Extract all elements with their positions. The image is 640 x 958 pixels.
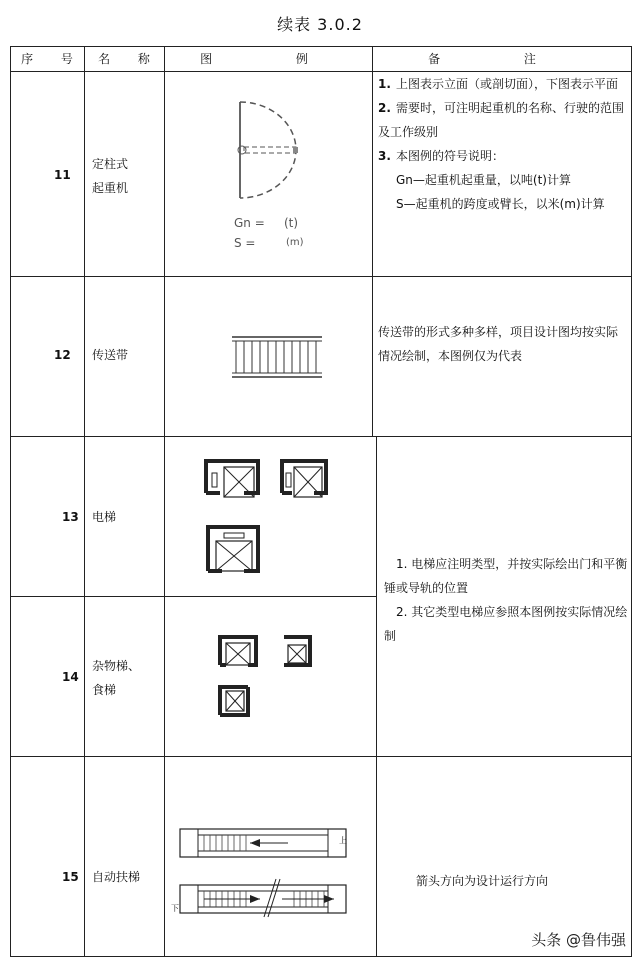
rule bbox=[10, 46, 632, 47]
note-item-number: 3. bbox=[378, 149, 391, 163]
row-name-line: 杂物梯、 bbox=[92, 659, 141, 673]
escalator-down-mark: 下 bbox=[171, 904, 179, 913]
gn-unit: (t) bbox=[284, 216, 299, 230]
watermark: 头条 @鲁伟强 bbox=[531, 931, 626, 949]
header-note: 备 注 bbox=[428, 52, 576, 66]
row-note: 传送带的形式多种多样，项目设计图均按实际情况绘制，本图例仅为代表 bbox=[378, 325, 619, 363]
rule bbox=[10, 956, 632, 957]
rule bbox=[372, 46, 373, 436]
dumbwaiter-graphic bbox=[164, 597, 376, 756]
row-number: 15 bbox=[62, 870, 79, 884]
row-note bbox=[378, 72, 628, 216]
row-number: 12 bbox=[54, 348, 71, 362]
header-legend: 图 例 bbox=[200, 52, 348, 66]
note-item-text: 上图表示立面（或剖切面），下图表示平面 bbox=[396, 77, 619, 91]
note-item bbox=[378, 72, 628, 96]
rule bbox=[84, 46, 85, 956]
note-item bbox=[378, 96, 628, 144]
row-name-line: 起重机 bbox=[92, 181, 129, 195]
header-seq: 序 号 bbox=[21, 52, 85, 66]
note-item: 1. 电梯应注明类型，并按实际绘出门和平衡锤或导轨的位置 bbox=[384, 557, 628, 595]
conveyor-belt-graphic bbox=[164, 277, 372, 436]
note-sub-item: S—起重机的跨度或臂长，以米(m)计算 bbox=[396, 197, 605, 211]
note-item bbox=[378, 144, 628, 168]
header-name: 名 称 bbox=[98, 52, 162, 66]
elevator-graphic bbox=[164, 437, 376, 596]
gn-label: Gn = bbox=[234, 216, 265, 230]
note-item-text: 本图例的符号说明： bbox=[396, 149, 505, 163]
row-name bbox=[92, 654, 140, 702]
escalator-graphic bbox=[164, 757, 376, 956]
note-item-number: 1. bbox=[378, 77, 391, 91]
note-item-number: 2. bbox=[378, 101, 391, 115]
row-name-line: 定柱式 bbox=[92, 157, 129, 171]
rule bbox=[376, 436, 377, 956]
row-name: 传送带 bbox=[92, 348, 129, 362]
row-note: 箭头方向为设计运行方向 bbox=[416, 874, 549, 888]
elevator-note bbox=[384, 552, 628, 648]
row-name bbox=[92, 152, 128, 200]
note-sub-item: Gn—起重机起重量，以吨(t)计算 bbox=[396, 173, 571, 187]
rule bbox=[631, 46, 632, 956]
table-title: 续表 3.0.2 bbox=[277, 15, 363, 34]
rule bbox=[10, 46, 11, 956]
row-number: 14 bbox=[62, 670, 79, 684]
note-item: 2. 其它类型电梯应参照本图例按实际情况绘制 bbox=[384, 605, 628, 643]
s-unit: (m) bbox=[286, 237, 304, 248]
row-number: 11 bbox=[54, 168, 71, 182]
s-label: S = bbox=[234, 236, 256, 250]
row-name-line: 食梯 bbox=[92, 683, 117, 697]
note-item-text: 需要时，可注明起重机的名称、行驶的范围及工作级别 bbox=[378, 101, 625, 139]
row-name: 电梯 bbox=[92, 510, 117, 524]
row-number: 13 bbox=[62, 510, 79, 524]
row-name: 自动扶梯 bbox=[92, 870, 141, 884]
escalator-up-mark: 上 bbox=[339, 836, 347, 845]
crane-legend-graphic bbox=[164, 72, 372, 276]
